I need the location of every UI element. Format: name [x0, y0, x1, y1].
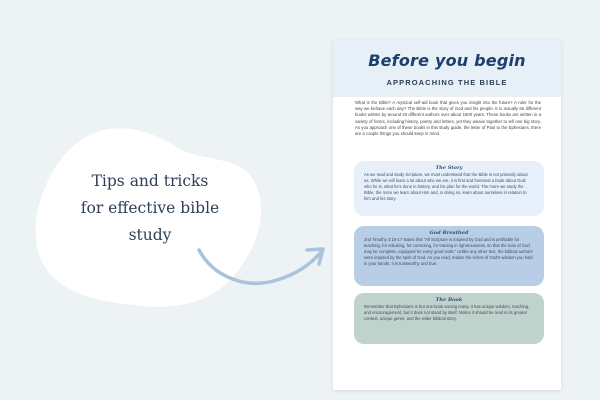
tips-line-3: study [128, 226, 172, 244]
intro-paragraph: What is the Bible? A mystical self-aid book that gives you insight into the future? A ruler for the way we behave each day? The Bible is the story of God and his people. It is actually 66 different books written by around 40 different authors over about 1500 years. These books are written in a variety of forms, including history, poetry and letters, yet they weave together to tell one big story. As you approach one of these books in this study guide, the letter of Paul to the Ephesians, there are a couple things you should keep in mind. [355, 100, 541, 137]
study-guide-page [333, 40, 561, 390]
page-title: Before you begin [368, 51, 526, 70]
curved-arrow-icon [195, 228, 330, 303]
section-title: The Book [435, 297, 463, 303]
page-subtitle: APPROACHING THE BIBLE [386, 78, 508, 87]
section-body: Remember that Ephesians is but one book among many. It has unique wisdom, teaching, and encouragement, but it does not stand by itself. Notice it should be read in its greater context, unique genre, and the wider biblical story. [364, 304, 530, 322]
tips-line-1: Tips and tricks [91, 172, 209, 190]
tips-line-2: for effective bible [80, 199, 220, 217]
section-body: As we read and study Scripture, we must understand that the Bible is not primarily about us. While we will learn a lot about who we are, it is first and foremost a book about God: who he is, what he's done in history, and his plan for the world. The more we study the Bible, the more we learn about Him and, in doing so, learn about ourselves in relation to him and his story. [364, 172, 528, 202]
section-title: The Story [435, 165, 463, 171]
section-the-story [354, 161, 544, 216]
section-the-book [354, 293, 544, 344]
section-title: God Breathed [429, 230, 469, 236]
section-body: 2nd Timothy 3:16-17 states that "All Scripture is inspired by God and is profitable for teaching, for rebuking, for correcting, for training in righteousness, so that the man of God may be complete, equipped for every good work." Unlike any other text, the biblical authors were inspired by the spirit of God. As you read, realize the riches of God's wisdom you hold in your hands. It is trustworthy and true. [364, 237, 533, 267]
section-god-breathed [354, 226, 544, 286]
